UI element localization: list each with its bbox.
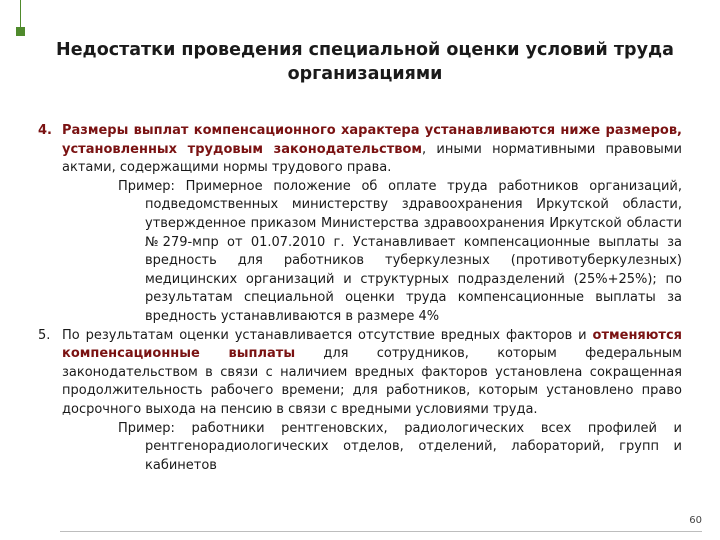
item-body [62, 122, 682, 178]
item-number: 4. [38, 123, 52, 138]
page-number: 60 [689, 515, 702, 526]
example-text: Пример: работники рентгеновских, радиологических всех профилей и рентгенорадиологических отделов, отделений, лабораторий, групп и кабинетов [118, 420, 682, 473]
accent-line [20, 0, 21, 28]
item-number: 5. [38, 327, 51, 343]
example-block [118, 178, 682, 327]
list-item-4 [38, 122, 682, 178]
accent-square [16, 27, 25, 36]
example-label: Пример: [118, 178, 175, 194]
list-item-5 [38, 327, 682, 420]
example-block [118, 420, 682, 476]
slide-title: Недостатки проведения специальной оценки условий труда организациями [56, 40, 674, 84]
slide-content [38, 122, 682, 475]
item-text-before: По результатам оценки устанавливается отсутствие вредных факторов и [62, 327, 593, 343]
item-text: , иными нормативными правовыми актами, содержащими нормы трудового права. [62, 141, 683, 176]
item-body [62, 327, 682, 420]
item-heading: Размеры выплат компенсационного характера устанавливаются ниже размеров, установленных трудовым законодательством [62, 123, 682, 157]
item-highlight: отменяются компенсационные выплаты [62, 327, 682, 362]
footer-divider [60, 531, 702, 532]
item-text-after: для сотрудников, которым федеральным законодательством в связи с наличием вредных факторов установлена сокращенная продолжительность рабочего времени; для работников, которым установлено право досрочного выхода на пенсию в связи с вредными условиями труда. [62, 346, 682, 417]
example-text: Примерное положение об оплате труда работников организаций, подведомственных министерству здравоохранения Иркутской области, утвержденное приказом Министерства здравоохранения Иркутской области №279-мпр от 01.07.2010 г. Устанавливает компенсационные выплаты за вредность для работников туберкулезных (противотуберкулезных) медицинских организаций и структурных подразделений (25%+25%); по результатам специальной оценки труда компенсационные выплаты за вредность устанавливаются в размере 4% [145, 178, 682, 324]
